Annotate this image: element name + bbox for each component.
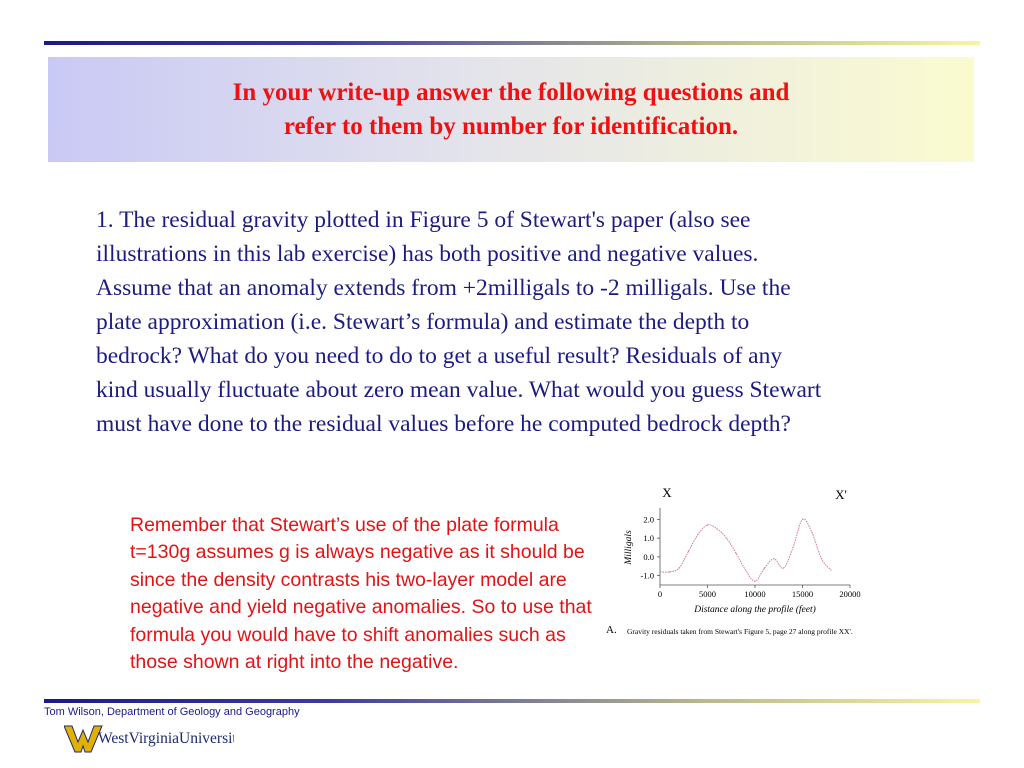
figure-panel-letter: A. [606, 624, 617, 636]
residual-gravity-point [754, 581, 755, 582]
residual-gravity-point [764, 568, 765, 569]
residual-gravity-point [716, 528, 717, 529]
x-tick-label: 5000 [699, 589, 716, 599]
profile-start-label: X [662, 485, 672, 500]
residual-gravity-series-line [660, 519, 831, 581]
residual-gravity-point [802, 519, 803, 520]
residual-gravity-point [678, 568, 679, 569]
residual-gravity-point [821, 558, 822, 559]
gravity-residual-figure [600, 480, 900, 650]
instructions-banner [48, 57, 974, 162]
instructions-line-2: refer to them by number for identification. [283, 113, 739, 140]
residual-gravity-point [726, 538, 727, 539]
residual-gravity-point [811, 532, 812, 533]
residual-gravity-point [697, 534, 698, 535]
residual-gravity-point [669, 571, 670, 572]
wvu-wordmark: WestVirginiaUniversity. [98, 730, 234, 747]
formula-note: Remember that Stewart’s use of the plate formula t=130g assumes g is always negative as it should be since the density contrasts his two-layer model are negative and yield negative anomalies. So to use that formula you would have to shift anomalies such as those shown at right into the negative. [130, 514, 592, 674]
residual-gravity-point [783, 568, 784, 569]
wvu-logo [64, 722, 234, 754]
top-divider-bar [44, 41, 980, 45]
question-1-text: 1. The residual gravity plotted in Figure 5 of Stewart's paper (also see illustrations in this lab exercise) has both positive and negative values. Assume that an anomaly extends from +2milligals to -2 milligals. Use the plate approximation (i.e. Stewart’s formula) and estimate the depth to bedrock? What do you need to do to get a useful result? Residuals of any kind usually fluctuate about zero mean value. What would you guess Stewart must have done to the residual values before he computed bedrock depth? [96, 207, 822, 437]
y-tick-label: -1.0 [640, 570, 654, 581]
wvu-flying-wv-icon [64, 726, 102, 752]
x-tick-label: 15000 [791, 589, 814, 599]
instructions-line-1: In your write-up answer the following questions and [232, 79, 790, 106]
residual-gravity-point [792, 547, 793, 548]
gravity-residual-chart [600, 480, 900, 650]
residual-gravity-point [830, 569, 831, 570]
profile-end-label: X' [835, 487, 847, 502]
residual-gravity-point [688, 551, 689, 552]
y-tick-label: 0.0 [643, 551, 654, 562]
instructions-heading [48, 76, 974, 144]
x-tick-label: 20000 [839, 589, 861, 599]
residual-gravity-point [659, 571, 660, 572]
x-axis-title: Distance along the profile (feet) [694, 605, 816, 615]
y-axis-title: Milligals [624, 530, 634, 565]
residual-gravity-point [773, 558, 774, 559]
residual-gravity-point [735, 553, 736, 554]
residual-gravity-point [745, 569, 746, 570]
y-tick-label: 2.0 [643, 514, 654, 525]
footer-credit: Tom Wilson, Department of Geology and Geography [44, 706, 300, 718]
y-tick-label: 1.0 [643, 533, 654, 544]
residual-gravity-point [707, 524, 708, 525]
figure-caption: Gravity residuals taken from Stewart's Figure 5, page 27 along profile XX'. [627, 627, 853, 636]
x-tick-label: 10000 [744, 589, 766, 599]
x-tick-label: 0 [657, 589, 663, 599]
bottom-divider-bar [44, 699, 980, 703]
